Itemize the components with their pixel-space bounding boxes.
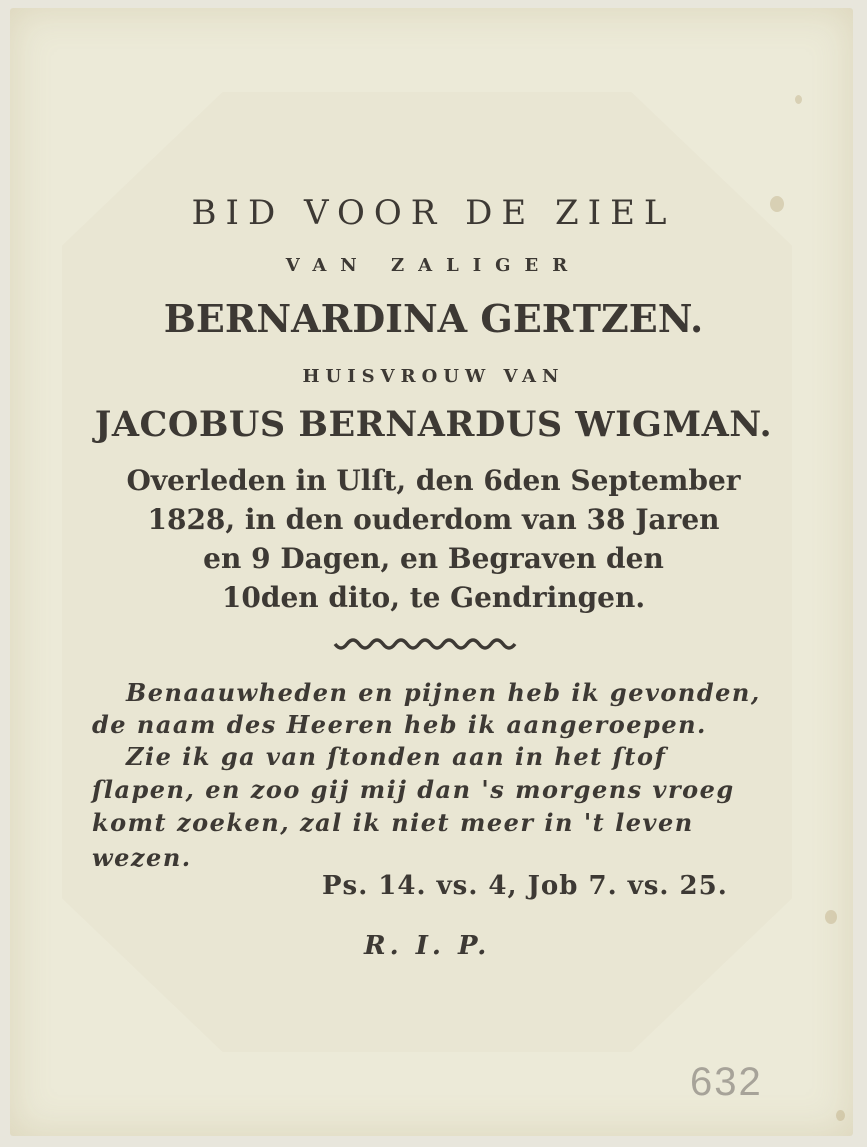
- handwritten-inventory-number: 632: [690, 1060, 763, 1104]
- foxing-stain: [825, 910, 837, 924]
- verse-line: ſlapen, en zoo gij mij dan 's morgens vroeg: [92, 775, 735, 804]
- spouse-name: JACOBUS BERNARDUS WIGMAN.: [94, 404, 773, 445]
- wavy-divider-ornament: [333, 636, 523, 656]
- death-detail-line: 1828, in den ouderdom van 38 Jaren: [147, 503, 720, 536]
- death-detail-line: en 9 Dagen, en Begraven den: [203, 542, 664, 575]
- verse-line: Benaauwheden en pijnen heb ik gevonden,: [126, 678, 761, 707]
- verse-line: de naam des Heeren heb ik aangeroepen.: [92, 710, 707, 739]
- heading-huisvrouw-van: HUISVROUW VAN: [302, 366, 565, 387]
- heading-van-zaliger: VAN ZALIGER: [285, 255, 582, 276]
- foxing-stain: [836, 1110, 845, 1121]
- verse-line: wezen.: [92, 843, 192, 872]
- death-detail-line: Overleden in Ulſt, den 6den September: [126, 464, 741, 497]
- heading-bid-voor-de-ziel: BID VOOR DE ZIEL: [191, 193, 676, 233]
- scripture-reference: Ps. 14. vs. 4, Job 7. vs. 25.: [322, 871, 728, 901]
- verse-line: Zie ik ga van ſtonden aan in het ſtof: [126, 742, 667, 771]
- rip-closing: R. I. P.: [364, 931, 491, 961]
- foxing-stain: [795, 95, 802, 104]
- death-detail-line: 10den dito, te Gendringen.: [221, 581, 646, 614]
- verse-line: komt zoeken, zal ik niet meer in 't leven: [92, 808, 694, 837]
- deceased-name: BERNARDINA GERTZEN.: [163, 296, 704, 341]
